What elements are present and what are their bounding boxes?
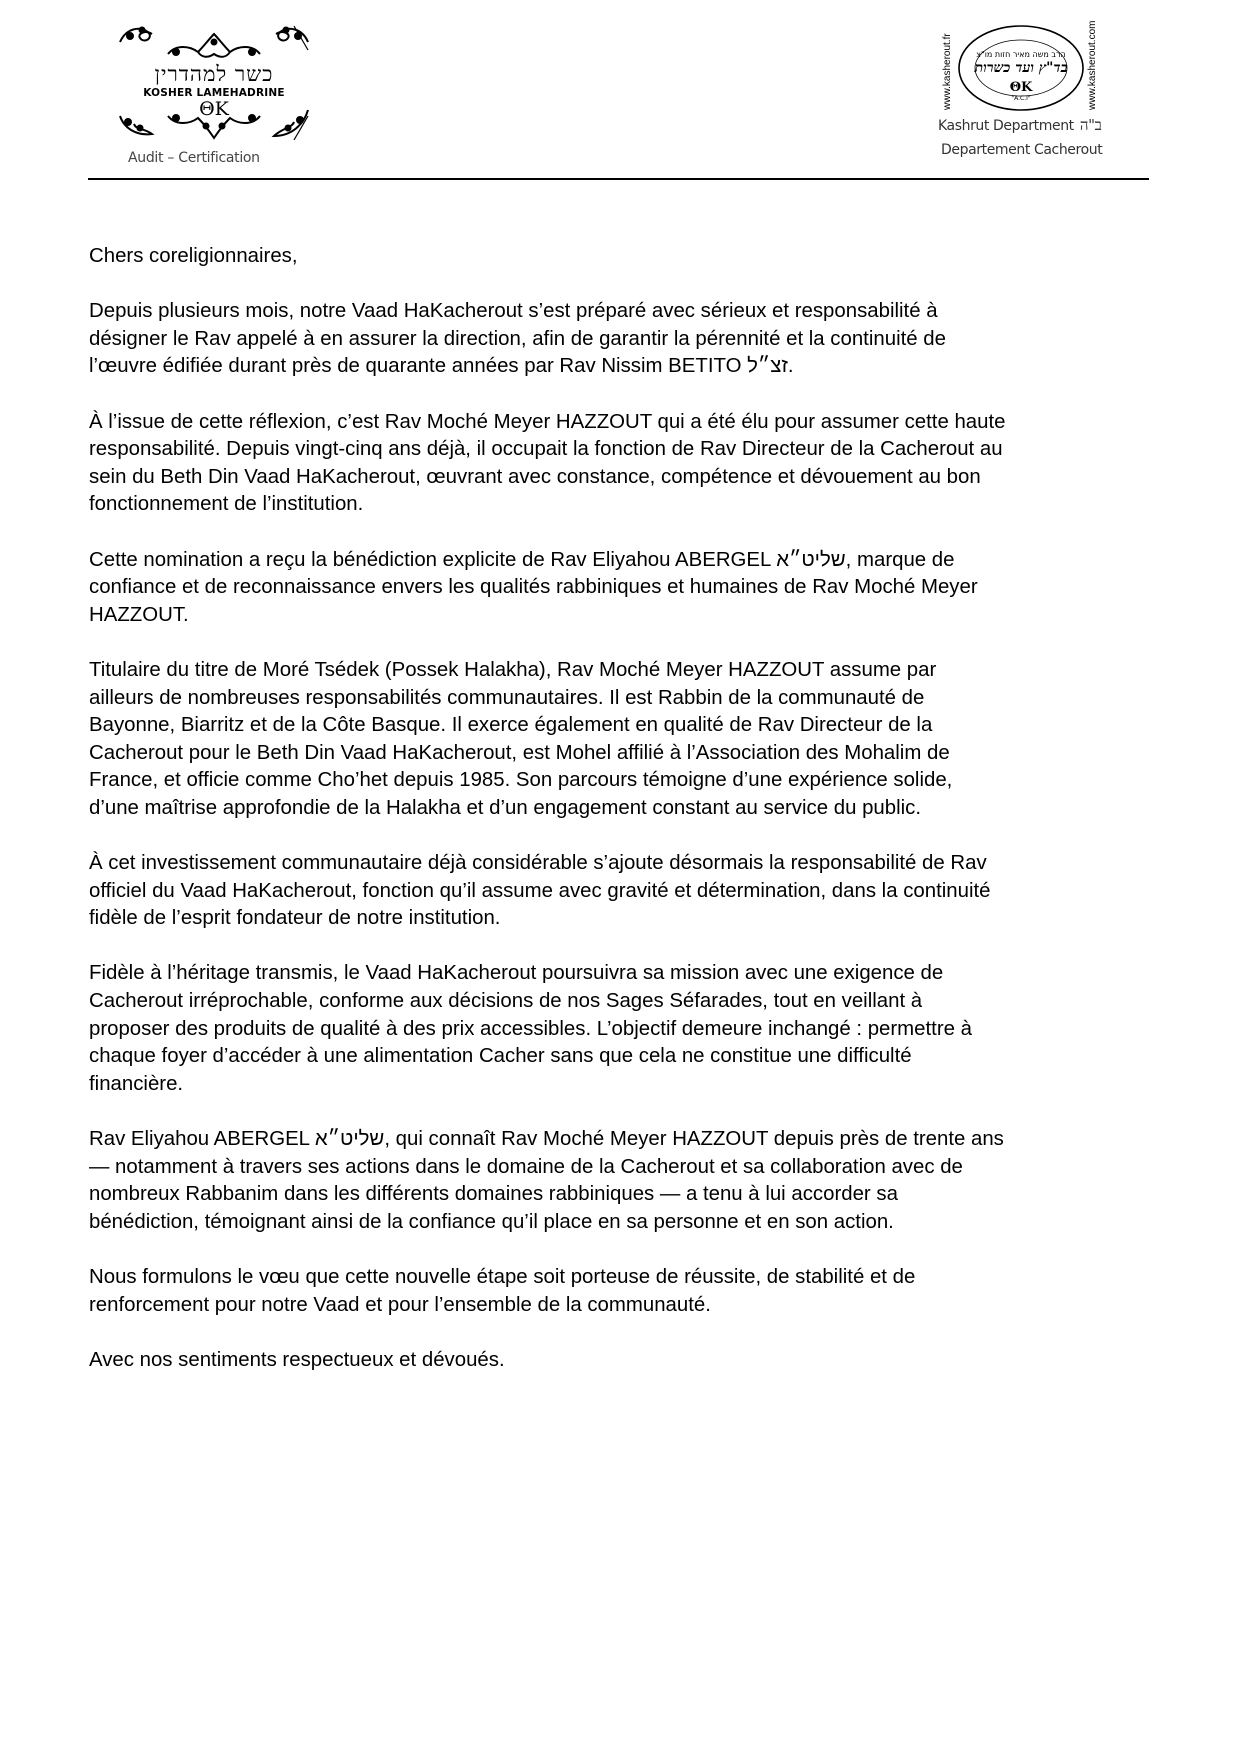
departement-cacherout-label: Departement Cacherout: [941, 142, 1103, 158]
header-divider: [88, 178, 1149, 180]
dept-en: Kashrut Department: [938, 118, 1074, 134]
seal-ok-mark: ΘK: [1009, 80, 1033, 95]
ok-mark: ΘK: [199, 98, 229, 120]
url-fr: www.kasherout.fr: [942, 33, 953, 110]
logo-kosher-text: KOSHER LAMEHADRINE: [143, 87, 285, 99]
paragraph-4: Titulaire du titre de Moré Tsédek (Possek Halakha), Rav Moché Meyer HAZZOUT assume par ailleurs de nombreuses responsabilités communautaires. Il est Rabbin de la communauté de Bayonne, Biarritz et de la Côte Basque. Il exerce également en qualité de Rav Directeur de la Cacherout pour le Beth Din Vaad HaKacherout, est Mohel affilié à l’Association des Mohalim de France, et officie comme Cho’het depuis 1985. Son parcours témoigne d’une expérience solide, d’une maîtrise approfondie de la Halakha et d’un engagement constant au service du public.: [89, 658, 953, 819]
closing: Avec nos sentiments respectueux et dévoués.: [89, 1348, 505, 1371]
letter-body: [89, 243, 1169, 1402]
hebrew-zatzal: זצ״ל: [747, 355, 788, 378]
paragraph-1: Depuis plusieurs mois, notre Vaad HaKacherout s’est préparé avec sérieux et responsabilité à désigner le Rav appelé à en assurer la direction, afin de garantir la pérennité et la continuité de l’œuvre édifiée durant près de quarante années par Rav Nissim BETITO זצ״ל.: [89, 300, 946, 378]
paragraph-8: Nous formulons le vœu que cette nouvelle étape soit porteuse de réussite, de stabilité et de renforcement pour notre Vaad et pour l’ensemble de la communauté.: [89, 1265, 916, 1316]
hebrew-shlita: שליט״א: [314, 1128, 385, 1150]
url-com: www.kasherout.com: [1087, 20, 1098, 110]
paragraph-2: À l’issue de cette réflexion, c’est Rav Moché Meyer HAZZOUT qui a été élu pour assumer cette haute responsabilité. Depuis vingt-cinq ans déjà, il occupait la fonction de Rav Directeur de la Cacherout au sein du Beth Din Vaad HaKacherout, œuvrant avec constance, compétence et dévouement au bon fonctionnement de l’institution.: [89, 410, 1006, 516]
kosher-lamehadrine-logo: [118, 24, 310, 142]
seal-aci-text: "A.C.I": [1011, 95, 1031, 102]
bh-mark: ב"ה: [1079, 116, 1102, 134]
seal-rav-line: הרב משה מאיר חזות מו"צ: [976, 50, 1066, 59]
hebrew-shlita: שליט״א: [776, 548, 846, 571]
paragraph-5: À cet investissement communautaire déjà considérable s’ajoute désormais la responsabilité de Rav officiel du Vaad HaKacherout, fonction qu’il assume avec gravité et détermination, dans la continuité fidèle de l’esprit fondateur de notre institution.: [89, 852, 991, 930]
seal-bdts-line: בד"ץ ועד כשרות: [974, 60, 1068, 76]
paragraph-6: Fidèle à l’héritage transmis, le Vaad HaKacherout poursuivra sa mission avec une exigence de Cacherout irréprochable, conforme aux décisions de nos Sages Séfarades, tout en veillant à proposer des produits de qualité à des prix accessibles. L’objectif demeure inchangé : permettre à chaque foyer d’accéder à une alimentation Cacher sans que cela ne constitue une difficulté financière.: [89, 962, 972, 1095]
greeting: Chers coreligionnaires,: [89, 245, 298, 267]
paragraph-7: Rav Eliyahou ABERGEL שליט״א, qui connaît Rav Moché Meyer HAZZOUT depuis près de trente ans — notamment à travers ses actions dans le domaine de la Cacherout et sa collaboration avec de nombreux Rabbanim dans les différents domaines rabbiniques — a tenu à lui accorder sa bénédiction, témoignant ainsi de la confiance qu’il place en sa personne et en son action.: [89, 1128, 1004, 1233]
vaad-hakasherout-seal: [940, 22, 1100, 114]
logo-hebrew-text: כשר למהדרין: [154, 62, 274, 86]
audit-certification-caption: Audit – Certification: [128, 150, 260, 166]
paragraph-3: Cette nomination a reçu la bénédiction explicite de Rav Eliyahou ABERGEL שליט״א, marque de confiance et de reconnaissance envers les qualités rabbiniques et humaines de Rav Moché Meyer HAZZOUT.: [89, 548, 978, 626]
kashrut-department-label: [938, 116, 1101, 135]
